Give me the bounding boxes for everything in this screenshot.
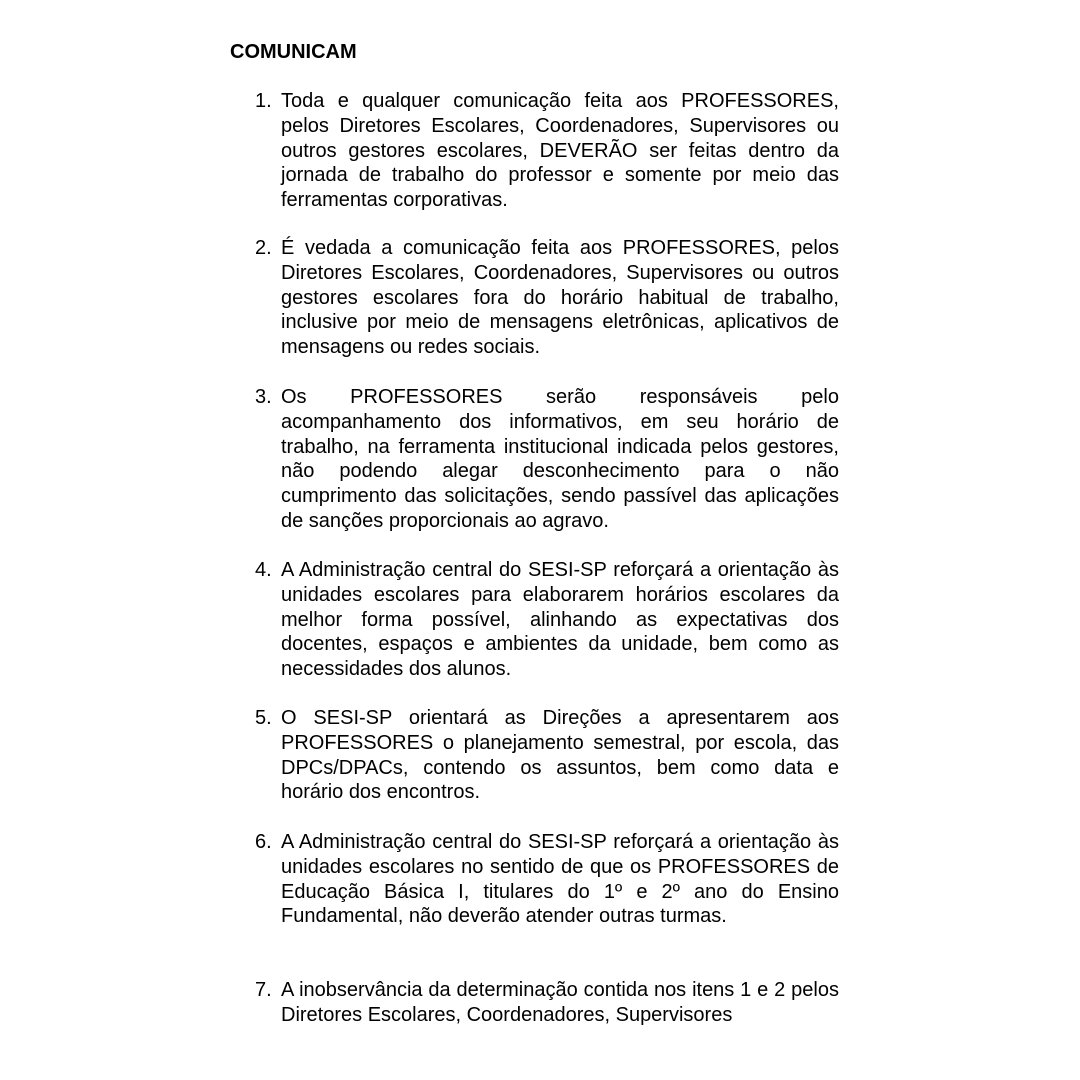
list-item-text: A inobservância da determinação contida nos itens 1 e 2 pelos Diretores Escolares, Coordenadores, Supervisores: [281, 979, 839, 1026]
list-item-number: 3.: [255, 386, 272, 408]
list-item-number: 7.: [255, 979, 272, 1001]
list-item: [255, 385, 839, 534]
list-item-number: 4.: [255, 559, 272, 581]
list-item-text: O SESI-SP orientará as Direções a apresentarem aos PROFESSORES o planejamento semestral, por escola, das DPCs/DPACs, contendo os assuntos, bem como data e horário dos encontros.: [281, 707, 839, 804]
list-item-number: 6.: [255, 831, 272, 853]
list-item-text: Toda e qualquer comunicação feita aos PROFESSORES, pelos Diretores Escolares, Coordenadores, Supervisores ou outros gestores escolares, DEVERÃO ser feitas dentro da jornada de trabalho do professor e somente por meio das ferramentas corporativas.: [281, 90, 839, 212]
list-item-number: 1.: [255, 90, 272, 112]
list-item-number: 5.: [255, 707, 272, 729]
list-item-text: É vedada a comunicação feita aos PROFESSORES, pelos Diretores Escolares, Coordenadores, Supervisores ou outros gestores escolares fora do horário habitual de trabalho, inclusive por meio de mensagens eletrônicas, aplicativos de mensagens ou redes sociais.: [281, 237, 839, 359]
list-item: [255, 558, 839, 682]
list-item: [255, 89, 839, 213]
list-item: [255, 706, 839, 805]
document-heading: COMUNICAM: [230, 41, 357, 63]
list-item-text: A Administração central do SESI-SP reforçará a orientação às unidades escolares no sentido de que os PROFESSORES de Educação Básica I, titulares do 1º e 2º ano do Ensino Fundamental, não deverão atender outras turmas.: [281, 831, 839, 928]
list-item-text: A Administração central do SESI-SP reforçará a orientação às unidades escolares para elaborarem horários escolares da melhor forma possível, alinhando as expectativas dos docentes, espaços e ambientes da unidade, bem como as necessidades dos alunos.: [281, 559, 839, 681]
list-item-text: Os PROFESSORES serão responsáveis pelo acompanhamento dos informativos, em seu horário de trabalho, na ferramenta institucional indicada pelos gestores, não podendo alegar desconhecimento para o não cumprimento das solicitações, sendo passível das aplicações de sanções proporcionais ao agravo.: [281, 386, 839, 532]
list-item-number: 2.: [255, 237, 272, 259]
list-item: [255, 830, 839, 929]
list-item: [255, 236, 839, 360]
list-item: [255, 978, 839, 1028]
